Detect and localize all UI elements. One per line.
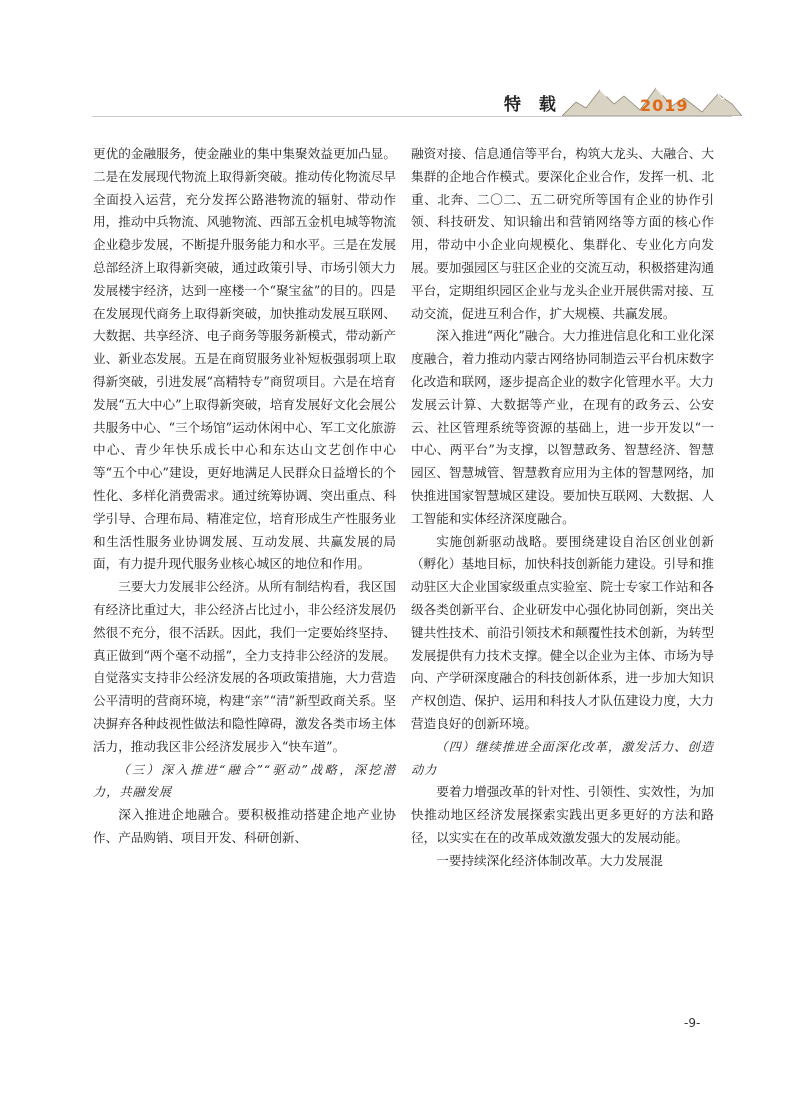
page-number: -9-	[684, 1016, 701, 1030]
paragraph: 深入推进“两化”融合。大力推进信息化和工业化深度融合，着力推动内蒙古网络协同制造云平台机床数字化改造和联网，逐步提高企业的数字化管理水平。大力发展云计算、大数据等产业，在现有的政务云、公安云、社区管理系统等资源的基础上，进一步开发以“一中心、两平台”为支撑，以智慧政务、智慧经济、智慧园区、智慧城管、智慧教育应用为主体的智慧网络，加快推进国家智慧城区建设。要加快互联网、大数据、人工智能和实体经济深度融合。	[411, 328, 714, 526]
paragraph: 更优的金融服务，使金融业的集中集聚效益更加凸显。二是在发展现代物流上取得新突破。推动传化物流尽早全面投入运营，充分发挥公路港物流的辐射、带动作用，推动中兵物流、风驰物流、西部五金机电城等物流企业稳步发展，不断提升服务能力和水平。三是在发展总部经济上取得新突破，通过政策引导、市场引领大力发展楼宇经济，达到一座楼一个“聚宝盆”的目的。四是在发展现代商务上取得新突破，加快推动发展互联网、大数据、共享经济、电子商务等服务新模式，带动新产业、新业态发展。五是在商贸服务业补短板强弱项上取得新突破，引进发展“高精特专”商贸项目。六是在培育发展“五大中心”上取得新突破，培育发展好文化会展公共服务中心、“三个场馆”运动休闲中心、军工文化旅游中心、青少年快乐成长中心和东达山文艺创作中心等“五个中心”建设，更好地满足人民群众日益增长的个性化、多样化消费需求。通过统筹协调、突出重点、科学引导、合理布局、精准定位，培育形成生产性服务业和生活性服务业协调发展、互动发展、共赢发展的局面，有力提升现代服务业核心城区的地位和作用。	[93, 146, 396, 572]
page-header	[92, 82, 714, 118]
paragraph: 融资对接、信息通信等平台，构筑大龙头、大融合、大集群的企地合作模式。要深化企业合作，发挥一机、北重、北奔、二〇二、五二研究所等国有企业的协作引领、科技研发、知识输出和营销网络等方面的核心作用，带动中小企业向规模化、集群化、专业化方向发展。要加强园区与驻区企业的交流互动，积极搭建沟通平台，定期组织园区企业与龙头企业开展供需对接、互动交流，促进互利合作，扩大规模、共赢发展。	[411, 146, 714, 321]
left-column	[93, 143, 396, 850]
paragraph: 深入推进企地融合。要积极推动搭建企地产业协作、产品购销、项目开发、科研创新、	[93, 807, 396, 845]
subheading: （三）深入推进“融合”“驱动”战略，深挖潜力，共融发展	[93, 762, 396, 800]
paragraph: 要着力增强改革的针对性、引领性、实效性，为加快推动地区经济发展探索实践出更多更好的方法和路径，以实实在在的改革成效激发强大的发展动能。	[411, 784, 714, 845]
paragraph: 实施创新驱动战略。要围绕建设自治区创业创新（孵化）基地目标，加快科技创新能力建设。引导和推动驻区大企业国家级重点实验室、院士专家工作站和各级各类创新平台、企业研发中心强化协同创新，突出关键共性技术、前沿引领技术和颠覆性技术创新，为转型发展提供有力技术支撑。健全以企业为主体、市场为导向、产学研深度融合的科技创新体系，进一步加大知识产权创造、保护、运用和科技人才队伍建设力度，大力营造良好的创新环境。	[411, 533, 714, 731]
paragraph: 一要持续深化经济体制改革。大力发展混	[436, 852, 663, 868]
header-rule	[92, 116, 732, 117]
paragraph: 三要大力发展非公经济。从所有制结构看，我区国有经济比重过大，非公经济占比过小，非公经济发展仍然很不充分，很不活跃。因此，我们一定要始终坚持、真正做到“两个毫不动摇”，全力支持非公经济的发展。自觉落实支持非公经济发展的各项政策措施，大力营造公平清明的营商环境，构建“亲”“清”新型政商关系。坚决摒弃各种歧视性做法和隐性障碍，激发各类市场主体活力，推动我区非公经济发展步入“快车道”。	[93, 579, 396, 754]
subheading: （四）继续推进全面深化改革，激发活力、创造动力	[411, 739, 714, 777]
right-column	[411, 143, 714, 873]
header-year: 2019	[640, 96, 689, 115]
section-title: 特 载	[504, 95, 562, 115]
